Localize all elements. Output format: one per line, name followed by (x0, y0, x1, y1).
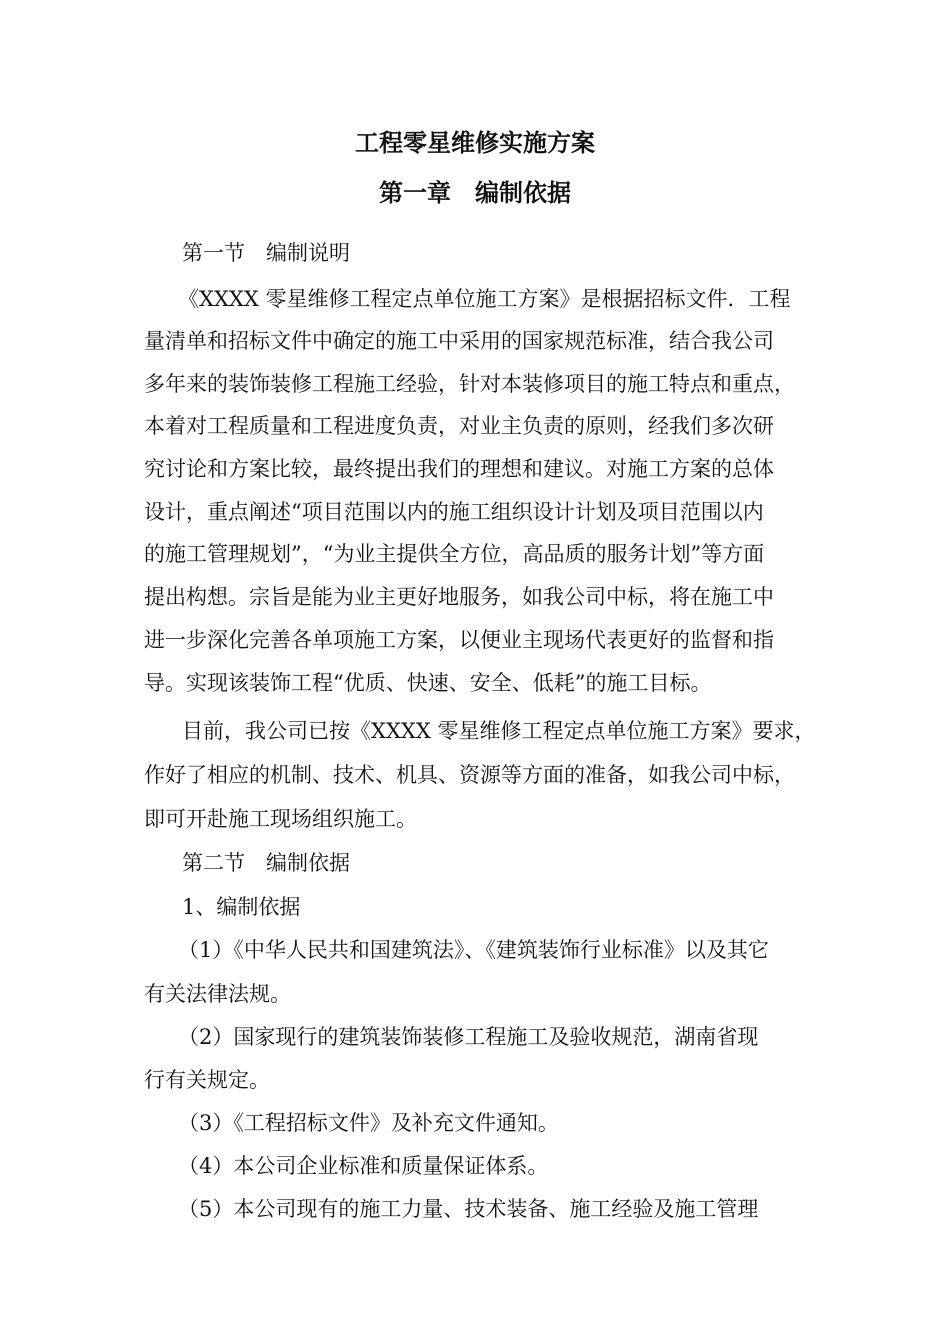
paragraph-line: 作好了相应的机制、技术、机具、资源等方面的准备，如我公司中标， (144, 763, 795, 787)
paragraph-line: 多年来的装饰装修工程施工经验，针对本装修项目的施工特点和重点， (144, 372, 795, 396)
paragraph-line: 导。实现该装饰工程“优质、快速、安全、低耗”的施工目标。 (144, 671, 712, 695)
list-item-continuation: 行有关规定。 (144, 1068, 270, 1092)
subsection-heading: 1、编制依据 (182, 895, 301, 919)
paragraph-line: 进一步深化完善各单项施工方案，以便业主现场代表更好的监督和指 (144, 628, 774, 652)
section-heading: 第二节 编制依据 (182, 851, 350, 875)
paragraph-line: 目前，我公司已按《XXXX 零星维修工程定点单位施工方案》要求， (182, 719, 816, 743)
paragraph-line: 设计，重点阐述“项目范围以内的施工组织设计计划及项目范围以内 (144, 500, 764, 524)
paragraph-line: 量清单和招标文件中确定的施工中采用的国家规范标准，结合我公司 (144, 329, 774, 353)
list-item: （3）《工程招标文件》及补充文件通知。 (178, 1111, 559, 1135)
paragraph-line: 本着对工程质量和工程进度负责，对业主负责的原则，经我们多次研 (144, 414, 774, 438)
paragraph-line: 提出构想。宗旨是能为业主更好地服务，如我公司中标，将在施工中 (144, 585, 774, 609)
list-item: （2）国家现行的建筑装饰装修工程施工及验收规范，湖南省现 (178, 1025, 759, 1049)
chapter-heading: 第一章 编制依据 (379, 178, 571, 207)
list-item: （4）本公司企业标准和质量保证体系。 (178, 1154, 549, 1178)
document-title: 工程零星维修实施方案 (355, 128, 595, 157)
list-item-continuation: 有关法律法规。 (144, 982, 291, 1006)
paragraph-line: 即可开赴施工现场组织施工。 (144, 807, 417, 831)
list-item: （5）本公司现有的施工力量、技术装备、施工经验及施工管理 (178, 1197, 759, 1221)
paragraph-line: 《XXXX 零星维修工程定点单位施工方案》是根据招标文件．工程 (178, 287, 791, 311)
section-heading: 第一节 编制说明 (182, 241, 350, 265)
list-item: （1）《中华人民共和国建筑法》、《建筑装饰行业标准》以及其它 (178, 938, 769, 962)
paragraph-line: 究讨论和方案比较，最终提出我们的理想和建议。对施工方案的总体 (144, 457, 774, 481)
paragraph-line: 的施工管理规划”，“为业主提供全方位，高品质的服务计划”等方面 (144, 542, 765, 566)
